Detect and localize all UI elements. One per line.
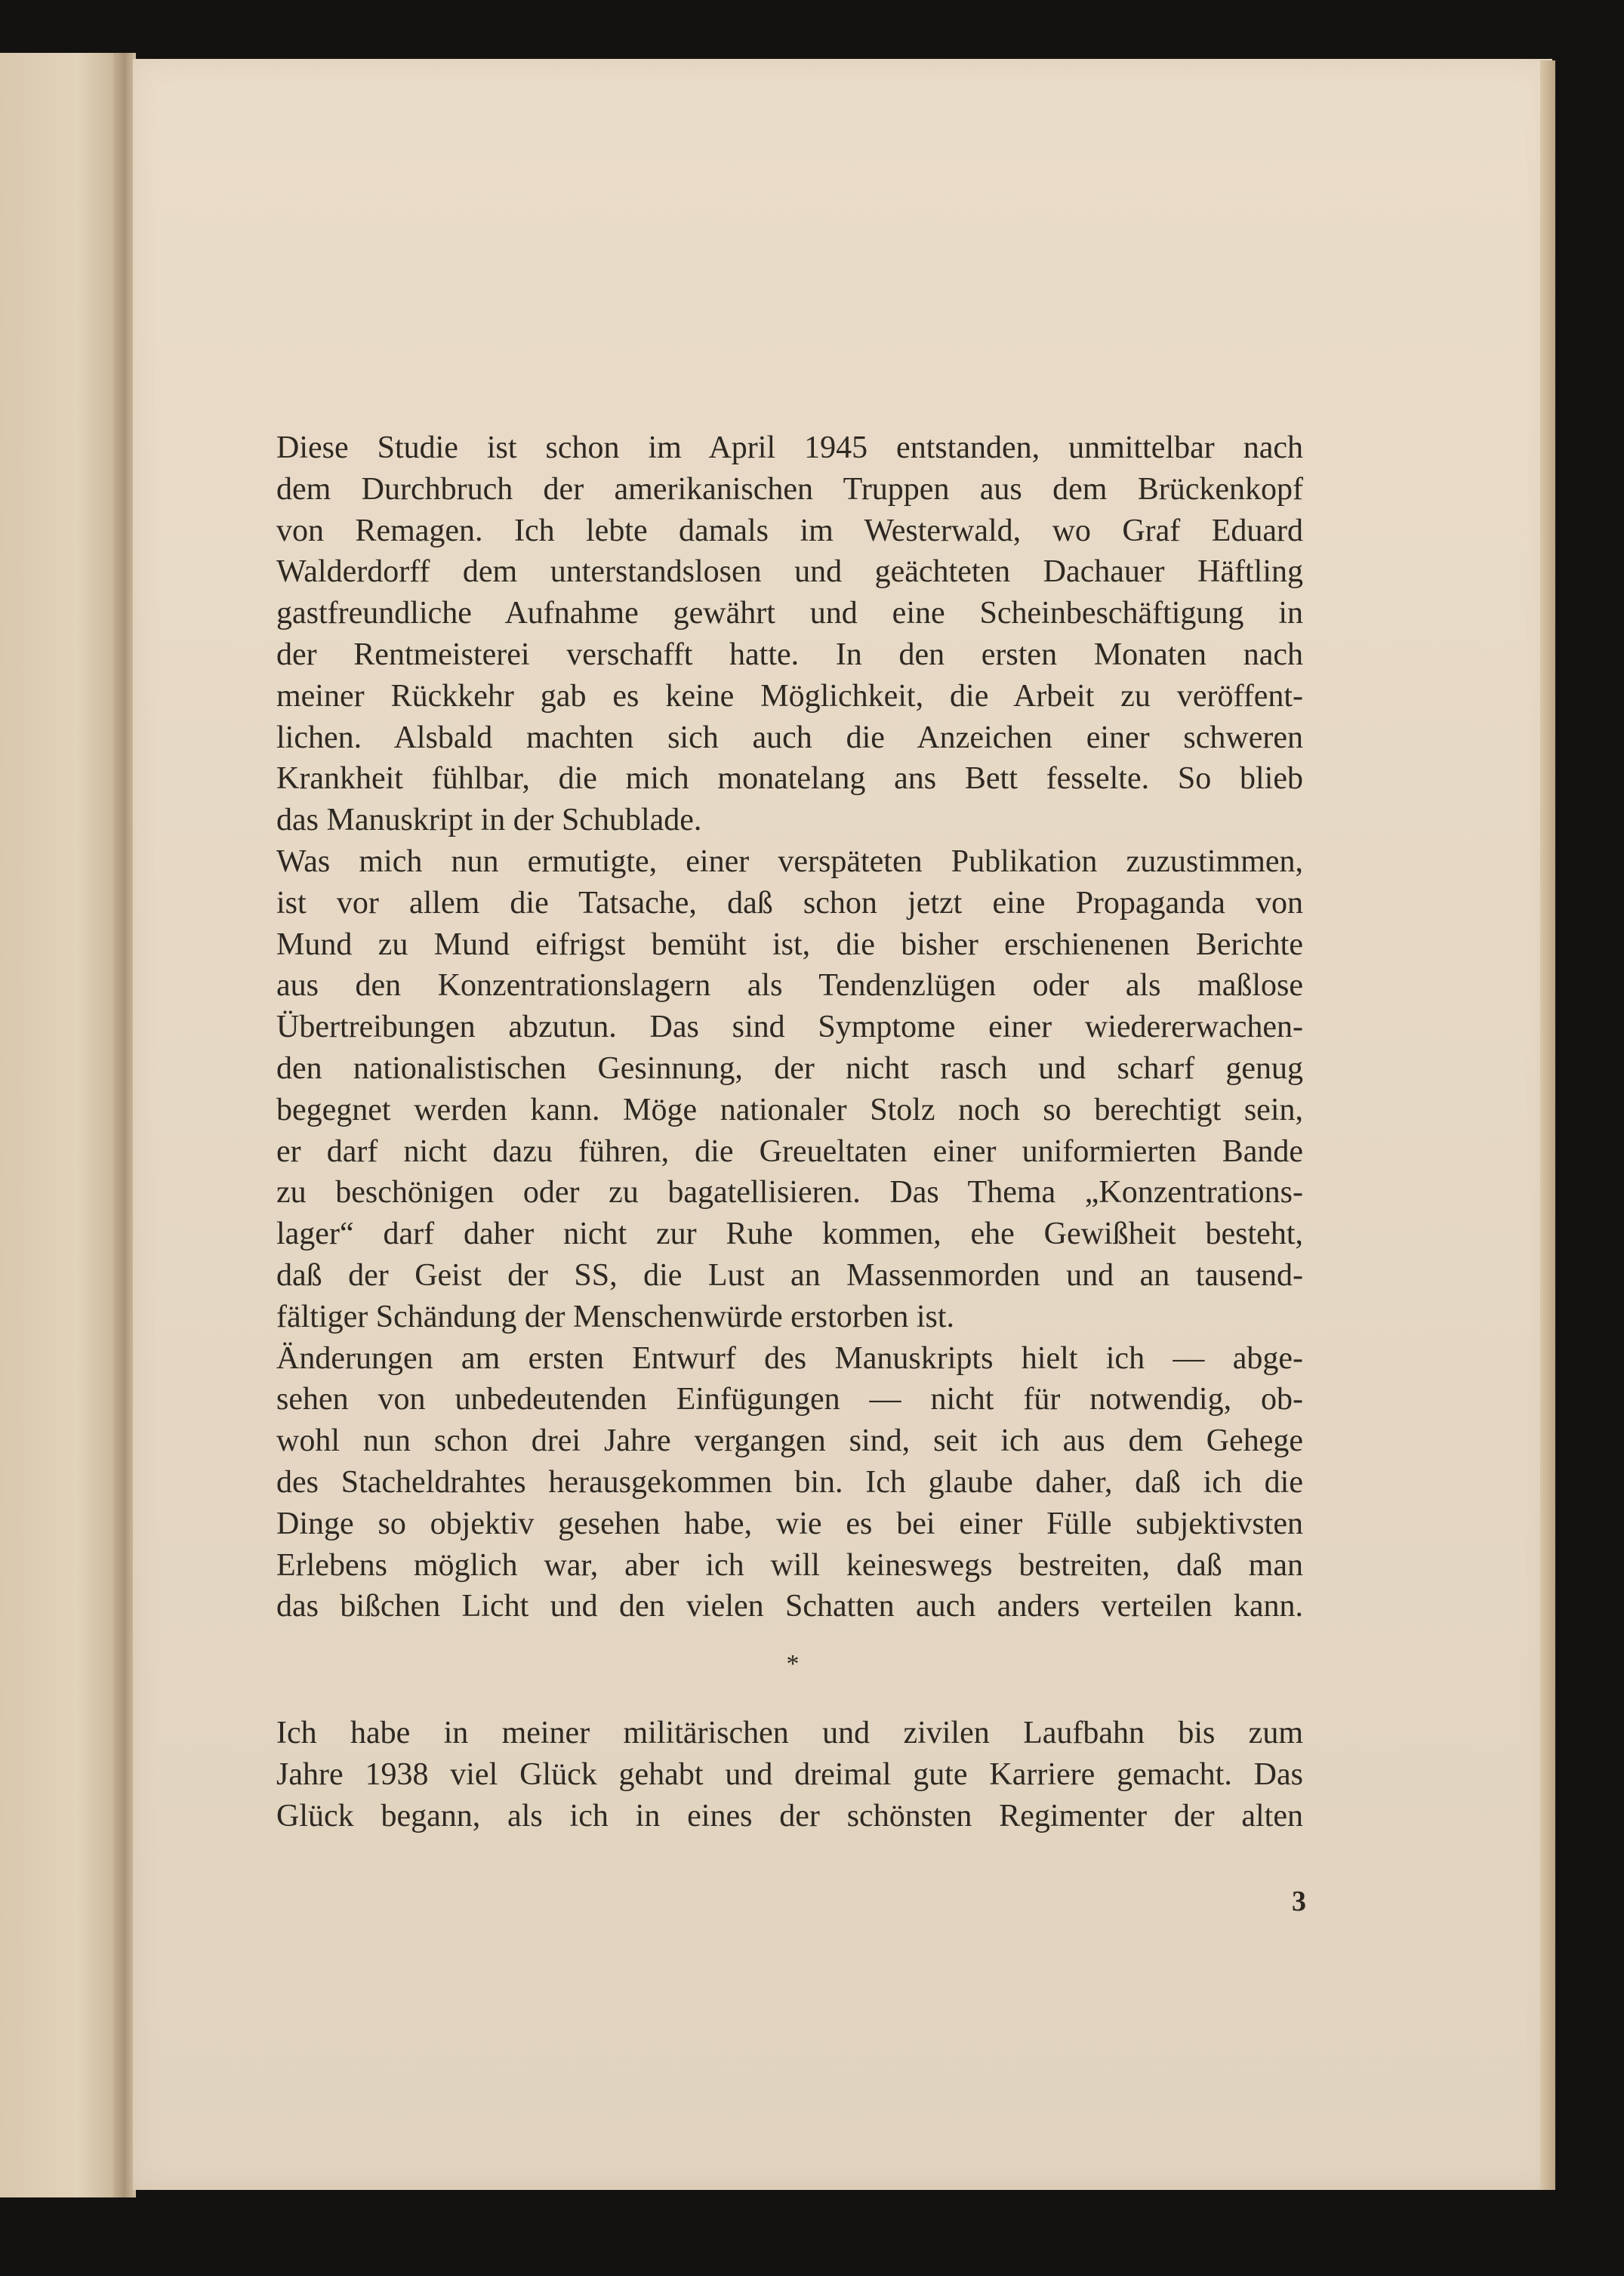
text-line: ist vor allem die Tatsache, daß schon jetzt eine Propaganda von — [276, 885, 1303, 921]
section-separator: * — [786, 1650, 800, 1678]
text-line: Änderungen am ersten Entwurf des Manuskripts hielt ich — abge- — [276, 1340, 1303, 1376]
text-line: Krankheit fühlbar, die mich monatelang ans Bett fesselte. So blieb — [276, 761, 1303, 797]
text-line: wohl nun schon drei Jahre vergangen sind, seit ich aus dem Gehege — [276, 1423, 1303, 1459]
text-line: aus den Konzentrationslagern als Tendenzlügen oder als maßlose — [276, 968, 1303, 1004]
main-text — [276, 427, 1303, 1627]
text-line: gastfreundliche Aufnahme gewährt und eine Scheinbeschäftigung in — [276, 596, 1303, 631]
text-line: Erlebens möglich war, aber ich will keineswegs bestreiten, daß man — [276, 1547, 1303, 1583]
text-line: Was mich nun ermutigte, einer verspäteten Publikation zuzustimmen, — [276, 843, 1303, 879]
text-line: zu beschönigen oder zu bagatellisieren. Das Thema „Konzentrations- — [276, 1175, 1303, 1210]
text-line: dem Durchbruch der amerikanischen Truppen aus dem Brückenkopf — [276, 471, 1303, 507]
text-line: begegnet werden kann. Möge nationaler Stolz noch so berechtigt sein, — [276, 1092, 1303, 1127]
page-right-edge — [1540, 60, 1555, 2190]
text-line: Walderdorff dem unterstandslosen und geächteten Dachauer Häftling — [276, 554, 1303, 590]
text-line: das Manuskript in der Schublade. — [276, 803, 702, 838]
text-line: lager“ darf daher nicht zur Ruhe kommen, ehe Gewißheit besteht, — [276, 1217, 1303, 1252]
text-line: Glück begann, als ich in eines der schönsten Regimenter der alten — [276, 1798, 1303, 1833]
facing-page-edge — [0, 53, 128, 2197]
text-line: Diese Studie ist schon im April 1945 entstanden, unmittelbar nach — [276, 430, 1303, 465]
text-line: Ich habe in meiner militärischen und zivilen Laufbahn bis zum — [276, 1716, 1303, 1750]
text-line: von Remagen. Ich lebte damals im Westerwald, wo Graf Eduard — [276, 513, 1303, 548]
text-line: fältiger Schändung der Menschenwürde erstorben ist. — [276, 1299, 955, 1334]
text-line: Dinge so objektiv gesehen habe, wie es bei einer Fülle subjektivsten — [276, 1506, 1303, 1541]
text-line: der Rentmeisterei verschafft hatte. In den ersten Monaten nach — [276, 637, 1303, 672]
text-line: sehen von unbedeutenden Einfügungen — nicht für notwendig, ob- — [276, 1382, 1303, 1417]
text-line: er darf nicht dazu führen, die Greueltaten einer uniformierten Bande — [276, 1133, 1303, 1169]
text-line: meiner Rückkehr gab es keine Möglichkeit, die Arbeit zu veröffent- — [276, 678, 1303, 714]
text-line: Übertreibungen abzutun. Das sind Symptome einer wiedererwachen- — [276, 1010, 1303, 1045]
text-line: daß der Geist der SS, die Lust an Massenmorden und an tausend- — [276, 1257, 1303, 1293]
text-line: lichen. Alsbald machten sich auch die Anzeichen einer schweren — [276, 720, 1303, 755]
text-line: das bißchen Licht und den vielen Schatten auch anders verteilen kann. — [276, 1589, 1303, 1624]
text-line: des Stacheldrahtes herausgekommen bin. Ich glaube daher, daß ich die — [276, 1464, 1303, 1500]
text-line: Mund zu Mund eifrigst bemüht ist, die bisher erschienenen Berichte — [276, 927, 1303, 962]
continuation-text — [276, 1713, 1303, 1837]
page-number: 3 — [1292, 1886, 1306, 1917]
text-line: den nationalistischen Gesinnung, der nicht rasch und scharf genug — [276, 1050, 1303, 1086]
text-line: Jahre 1938 viel Glück gehabt und dreimal gute Karriere gemacht. Das — [276, 1756, 1303, 1792]
